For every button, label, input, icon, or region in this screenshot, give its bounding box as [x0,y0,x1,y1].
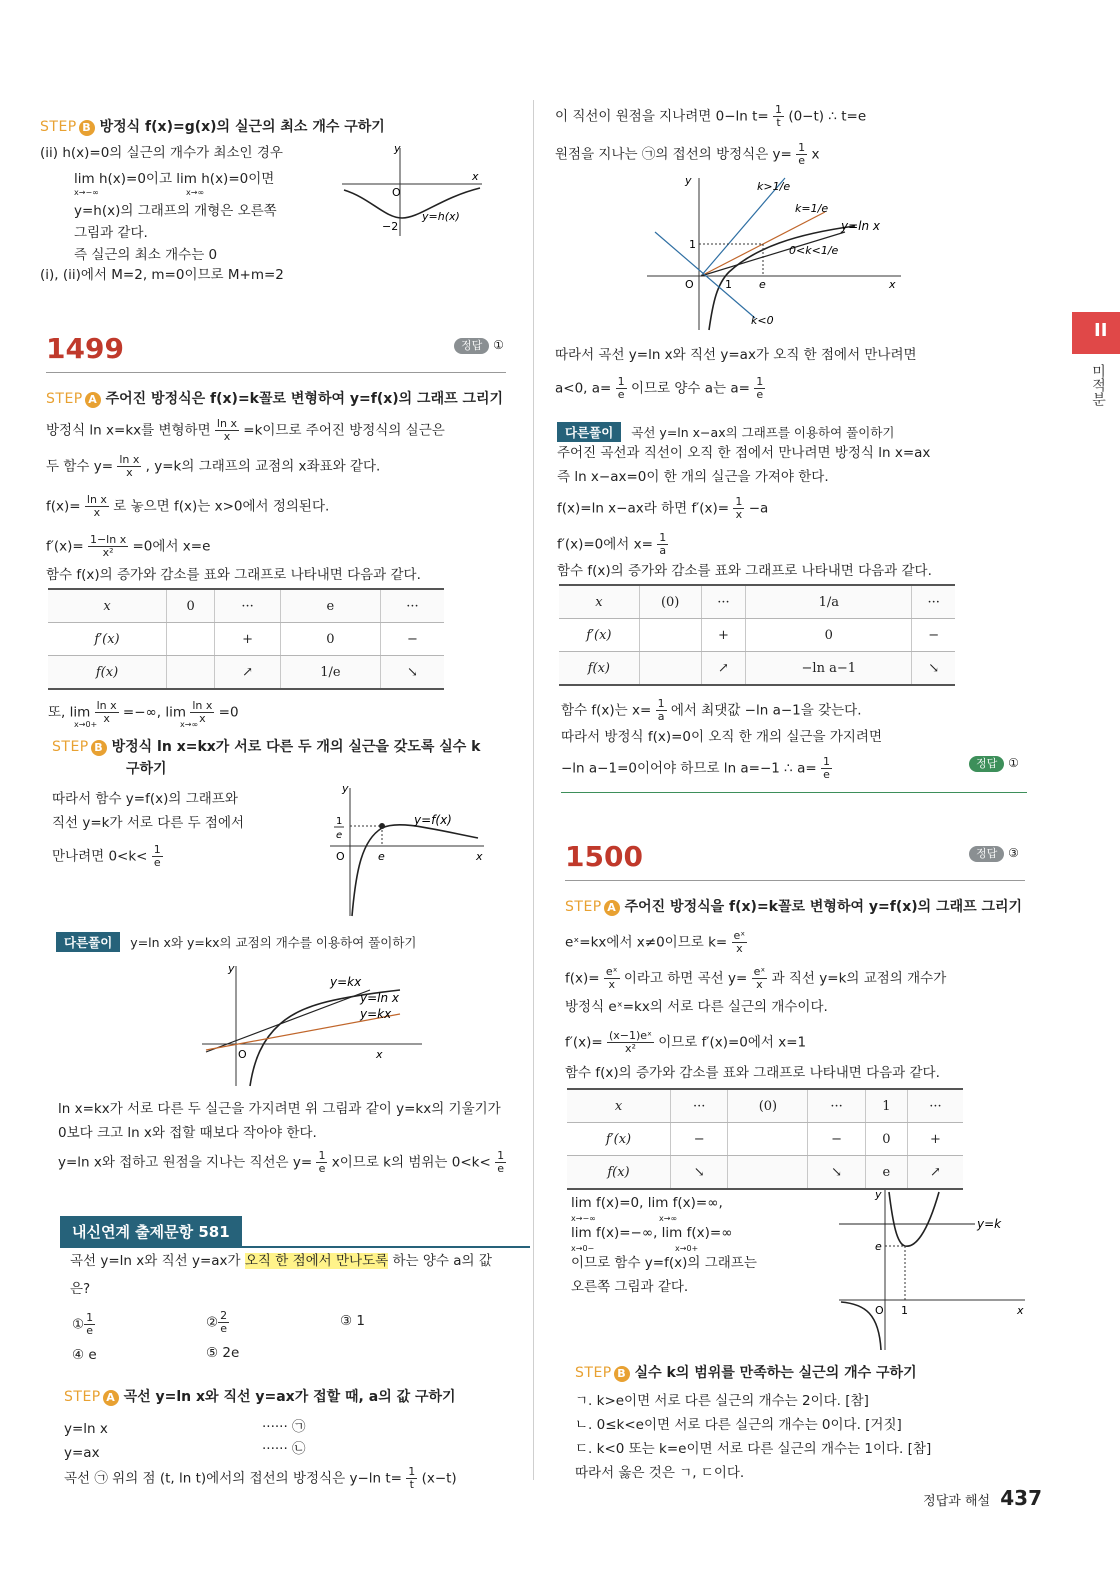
page-footer [923,1486,1042,1510]
yk-label: y=k [977,1217,1002,1231]
table-cell: −ln a−1 [746,652,912,686]
e-denominator: e [336,830,343,841]
limit-sub-1: x→0+ [74,720,98,729]
table-cell: ↘ [912,652,955,686]
graph-h [340,140,490,240]
table-cell [639,652,701,686]
table-row [567,1123,963,1156]
axis-x-label: x [1017,1304,1024,1317]
question-line-2: 은? [70,1281,91,1297]
t-line-2: ㄴ. 0≤k<e이면 서로 다른 실근의 개수는 0이다. [거짓] [575,1417,902,1433]
row-header-cell: x [48,589,167,623]
a-line-5: 함수 f(x)의 증가와 감소를 표와 그래프로 나타내면 다음과 같다. [557,563,932,579]
line-5: 함수 f(x)의 증가와 감소를 표와 그래프로 나타내면 다음과 같다. [46,567,421,583]
table-cell [167,623,215,656]
origin-label: O [875,1304,884,1317]
line-1: 방정식 ln x=kx를 변형하면 $\frac{\text{ln x}}{x}$ =k이므로 주어진 방정식의 실근은 [46,417,445,443]
alt-para-3: y=ln x와 접하고 원점을 지나는 직선은 y= $\frac{1}{e}$ x이므로 k의 범위는 0<k< $\frac{1}{e}$ [58,1149,505,1175]
k-mid-label: 0<k<1/e [789,244,839,257]
column-divider [533,100,534,1480]
limit-sub-right: x→∞ [186,188,205,197]
alt-title: y=ln x와 y=kx의 교점의 개수를 이용하여 풀이하기 [130,935,417,950]
answer-tag: 정답 [454,338,489,354]
table-cell: ↘ [671,1156,728,1190]
answer-value: ① [1008,756,1019,770]
a-line-7: 따라서 방정식 f(x)=0이 오직 한 개의 실근을 가지려면 [561,729,882,745]
linked-problem-banner [60,1216,530,1248]
table-cell: (0) [639,585,701,619]
equation-2-ref: ······ ㉡ [262,1441,306,1457]
min-count-text: 즉 실근의 최소 개수는 0 [74,247,218,263]
axis-x-label: x [476,850,483,863]
a-line-1: 주어진 곡선과 직선이 오직 한 점에서 만나려면 방정식 ln x=ax [557,445,931,461]
choice-5[interactable]: ⑤ 2e [206,1345,240,1361]
table-cell [728,1123,808,1156]
axis-x-label: x [376,1048,383,1061]
step-label: STEP B [40,119,95,135]
a-line-3: f(x)=ln x−ax라 하면 f′(x)= $\frac{1}{x}$ −a [557,495,769,521]
table-cell: − [380,623,444,656]
graph-shape-text: y=h(x)의 그래프의 개형은 오른쪽 [74,203,277,219]
row-header-cell: f′(x) [48,623,167,656]
r-line-1: 이 직선이 원점을 지나려면 0−ln t= $\frac{1}{t}$ (0−t) ∴ t=e [555,103,867,129]
s-line-8: 이므로 함수 y=f(x)의 그래프는 [571,1255,757,1271]
table-row [559,652,955,686]
variation-table-3 [567,1088,963,1190]
table-cell: e [281,589,381,623]
table-cell: + [215,623,281,656]
axis-y-label: y [685,174,692,187]
table-cell [639,619,701,652]
table-row [567,1089,963,1123]
step-title: 실수 k의 범위를 만족하는 실근의 개수 구하기 [634,1365,917,1381]
alt-tag: 다른풀이 [557,422,621,442]
r-line-2: 원점을 지나는 ㉠의 접선의 방정식은 y= $\frac{1}{e}$ x [555,141,820,167]
k-gt-label: k>1/e [757,180,791,193]
choice-2[interactable]: ② $\frac{2}{e}$ [206,1309,228,1335]
step-title-continued: 구하기 [126,761,167,777]
problem-rule [565,880,1025,881]
alt-para-2: 0보다 크고 ln x와 접할 때보다 작아야 한다. [58,1125,317,1141]
answer-badge-alt [969,756,1019,772]
step-title: 주어진 방정식은 f(x)=k꼴로 변형하여 y=f(x)의 그래프 그리기 [105,391,504,407]
row-header-cell: x [567,1089,671,1123]
table-cell: − [912,619,955,652]
b2-line-2: 직선 y=k가 서로 다른 두 점에서 [52,815,245,831]
b2-line-3: 만나려면 0<k< $\frac{1}{e}$ [52,843,161,869]
axis-x-label: x [889,278,896,291]
step-title: 곡선 y=ln x와 직선 y=ax가 접할 때, a의 값 구하기 [123,1389,456,1405]
footer-label: 정답과 해설 [923,1494,991,1509]
step-a-heading-3 [565,896,1022,916]
x-e-label: e [759,278,766,291]
step-label: STEP A [46,391,101,407]
axis-y-label: y [394,142,401,155]
equation-2: y=ax [64,1445,100,1461]
limit-line: lim h(x)=0이고 lim h(x)=0이면 [74,171,275,187]
chapter-tab: II [1072,312,1120,354]
table-cell: 1/a [746,585,912,619]
table-cell: (0) [728,1089,808,1123]
table-cell: 0 [746,619,912,652]
k-eq-label: k=1/e [795,202,829,215]
table-cell: 1/e [281,656,381,690]
table-row [48,623,444,656]
a-line-6: 함수 f(x)는 x= $\frac{1}{a}$ 에서 최댓값 −ln a−1을 갖는다. [561,697,862,723]
table-cell: 0 [281,623,381,656]
table-row [559,619,955,652]
a-line-4: f′(x)=0에서 x= $\frac{1}{a}$ [557,531,667,557]
table-cell: + [701,619,746,652]
table-cell: ··· [912,585,955,619]
curve-label: y=h(x) [422,210,460,223]
variation-table-1 [48,588,444,690]
axis-y-label: y [228,962,235,975]
step-a-heading-2 [64,1386,456,1406]
table-row [559,585,955,619]
table-cell: ··· [907,1089,963,1123]
row-header-cell: x [559,585,639,619]
limit-line-2: 또, lim $\frac{\text{ln x}}{x}$ =−∞, lim $\frac{\text{ln x}}{x}$ =0 [48,699,239,725]
row-header-cell: f(x) [567,1156,671,1190]
kx-label-1: y=kx [330,975,362,989]
step-a-heading [46,388,503,408]
table-cell: ··· [701,585,746,619]
table-cell: + [907,1123,963,1156]
answer-tag: 정답 [969,756,1004,772]
one-label: 1 [901,1304,908,1317]
minus-two-label: −2 [382,220,399,233]
alternate-solution-2 [557,422,894,442]
problem-rule [46,372,506,373]
answer-value: ① [493,338,504,352]
answer-badge-1500 [969,846,1019,862]
curve-label: y=f(x) [414,813,452,827]
lnx-label: y=ln x [360,991,400,1005]
s-line-9: 오른쪽 그림과 같다. [571,1279,689,1295]
one-label: 1 [336,816,343,827]
choice-3[interactable]: ③ 1 [340,1313,365,1329]
table-cell: ··· [215,589,281,623]
conclusion-text: (i), (ii)에서 M=2, m=0이므로 M+m=2 [40,267,284,283]
table-cell: ··· [380,589,444,623]
origin-label: O [238,1048,247,1061]
table-cell [728,1156,808,1190]
y-one-label: 1 [689,238,696,251]
question-highlight: 오직 한 점에서 만나도록 [244,1253,389,1269]
graph-lnx-kx [200,960,430,1090]
table-cell: ··· [808,1089,865,1123]
alt-tag: 다른풀이 [56,932,120,952]
row-header-cell: f(x) [48,656,167,690]
axis-y-label: y [342,782,349,795]
step-title: 주어진 방정식을 f(x)=k꼴로 변형하여 y=f(x)의 그래프 그리기 [624,899,1023,915]
choice-4[interactable]: ④ e [72,1347,97,1363]
graph-shape-text-2: 그림과 같다. [74,225,148,241]
chapter-tab-text: 미적분 [1090,364,1106,406]
line-4: f′(x)= $\frac{\text{1−ln x}}{\text{x²}}$ =0에서 x=e [46,533,211,559]
table-cell: ↗ [701,652,746,686]
problem-number-1499: 1499 [46,332,124,365]
axis-y-label: y [875,1188,882,1201]
equation-1-ref: ······ ㉠ [262,1419,306,1435]
r-line-4: a<0, a= $\frac{1}{e}$ 이므로 양수 a는 a= $\frac{1}{e}$ [555,375,764,401]
step-b-heading-2 [52,736,480,756]
a-line-8: −ln a−1=0이어야 하므로 ln a=−1 ∴ a= $\frac{1}{e}$ [561,755,830,781]
banner-label: 내신연계 출제문항 581 [60,1216,242,1248]
origin-label: O [685,278,694,291]
graph-tangent-cases [645,172,905,332]
answer-value: ③ [1008,846,1019,860]
limit-sub-left: x→−∞ [74,188,99,197]
step-label: STEP B [52,739,107,755]
alt-para-1: ln x=kx가 서로 다른 두 실근을 가지려면 위 그림과 같이 y=kx의 기울기가 [58,1101,501,1117]
table-cell: 0 [167,589,215,623]
question-line-1: 곡선 y=ln x와 직선 y=ax가 오직 한 점에서 만나도록 하는 양수 a의 값 [70,1253,492,1269]
s-line-6-sub1: x→−∞ [571,1214,596,1223]
table-cell: − [671,1123,728,1156]
e-label: e [378,850,385,863]
origin-label: O [392,186,401,199]
page-number: 437 [1000,1486,1042,1510]
table-cell [167,656,215,690]
equation-1: y=ln x [64,1421,108,1437]
table-cell: ↗ [215,656,281,690]
choice-1[interactable]: ① $\frac{1}{e}$ [72,1311,94,1337]
a-line-2: 즉 ln x−ax=0이 한 개의 실근을 가져야 한다. [557,469,829,485]
t-line-1: ㄱ. k>e이면 서로 다른 실근의 개수는 2이다. [참] [575,1393,869,1409]
table-cell: ↗ [907,1156,963,1190]
table-cell: ↘ [380,656,444,690]
row-header-cell: f′(x) [559,619,639,652]
x-one-label: 1 [725,278,732,291]
row-header-cell: f′(x) [567,1123,671,1156]
alt-title: 곡선 y=ln x−ax의 그래프를 이용하여 풀이하기 [631,425,895,440]
table-cell: ··· [671,1089,728,1123]
step-title: 방정식 f(x)=g(x)의 실근의 최소 개수 구하기 [99,119,385,135]
step-label: STEP A [64,1389,119,1405]
e-label: e [875,1240,882,1253]
variation-table-2 [559,584,955,686]
limit-sub-2: x→∞ [180,720,199,729]
b2-line-1: 따라서 함수 y=f(x)의 그래프와 [52,791,238,807]
alternate-solution-1 [56,932,417,952]
case-ii-text: (ii) h(x)=0의 실근의 개수가 최소인 경우 [40,145,283,161]
line-2: 두 함수 y= $\frac{\text{ln x}}{x}$ , y=k의 그래프의 교점의 x좌표와 같다. [46,453,381,479]
section-rule [561,792,1027,793]
step-b-heading-3 [575,1362,917,1382]
s-line-4: f′(x)= $\frac{\text{(x−1)eˣ}}{\text{x²}}$ 이므로 f′(x)=0에서 x=1 [565,1029,807,1055]
table-cell: 0 [865,1123,907,1156]
step-title: 방정식 ln x=kx가 서로 다른 두 개의 실근을 갖도록 실수 k [111,739,481,755]
answer-tag: 정답 [969,846,1004,862]
step-label: STEP A [565,899,620,915]
kx-label-2: y=kx [360,1007,392,1021]
s-line-3: 방정식 eˣ=kx의 서로 다른 실근의 개수이다. [565,999,828,1015]
tangent-line-text: 곡선 ㉠ 위의 점 (t, ln t)에서의 접선의 방정식은 y−ln t= $\frac{1}{t}$ (x−t) [64,1465,457,1491]
table-cell: ↘ [808,1156,865,1190]
axis-x-label: x [472,170,479,183]
s-line-6-sub2: x→∞ [659,1214,678,1223]
table-cell: 1 [865,1089,907,1123]
k-neg-label: k<0 [751,314,774,327]
t-line-4: 따라서 옳은 것은 ㄱ, ㄷ이다. [575,1465,745,1481]
s-line-5: 함수 f(x)의 증가와 감소를 표와 그래프로 나타내면 다음과 같다. [565,1065,940,1081]
step-b-heading-1 [40,116,385,136]
t-line-3: ㄷ. k<0 또는 k=e이면 서로 다른 실근의 개수는 1이다. [참] [575,1441,932,1457]
answer-badge-1499 [454,338,504,354]
step-label: STEP B [575,1365,630,1381]
table-cell: e [865,1156,907,1190]
origin-label: O [336,850,345,863]
r-line-3: 따라서 곡선 y=ln x와 직선 y=ax가 오직 한 점에서 만나려면 [555,347,917,363]
problem-number-1500: 1500 [565,840,643,873]
line-3: f(x)= $\frac{\text{ln x}}{x}$ 로 놓으면 f(x)는 x>0에서 정의된다. [46,493,330,519]
row-header-cell: f(x) [559,652,639,686]
table-row [48,589,444,623]
s-line-2: f(x)= $\frac{\text{eˣ}}{x}$ 이라고 하면 곡선 y= $\frac{\text{eˣ}}{x}$ 과 직선 y=k의 교점의 개수가 [565,965,947,991]
s-line-7: lim f(x)=−∞, lim f(x)=∞ [571,1225,733,1241]
table-cell: − [808,1123,865,1156]
s-line-7-sub1: x→0− [571,1244,595,1253]
graph-f-1499 [328,780,488,920]
lnx-label: y=ln x [841,219,881,233]
s-line-6: lim f(x)=0, lim f(x)=∞, [571,1195,723,1211]
s-line-1: eˣ=kx에서 x≠0이므로 k= $\frac{\text{eˣ}}{x}$ [565,929,746,955]
graph-exp-over-x [835,1184,1035,1354]
s-line-7-sub2: x→0+ [675,1244,699,1253]
table-row [48,656,444,690]
